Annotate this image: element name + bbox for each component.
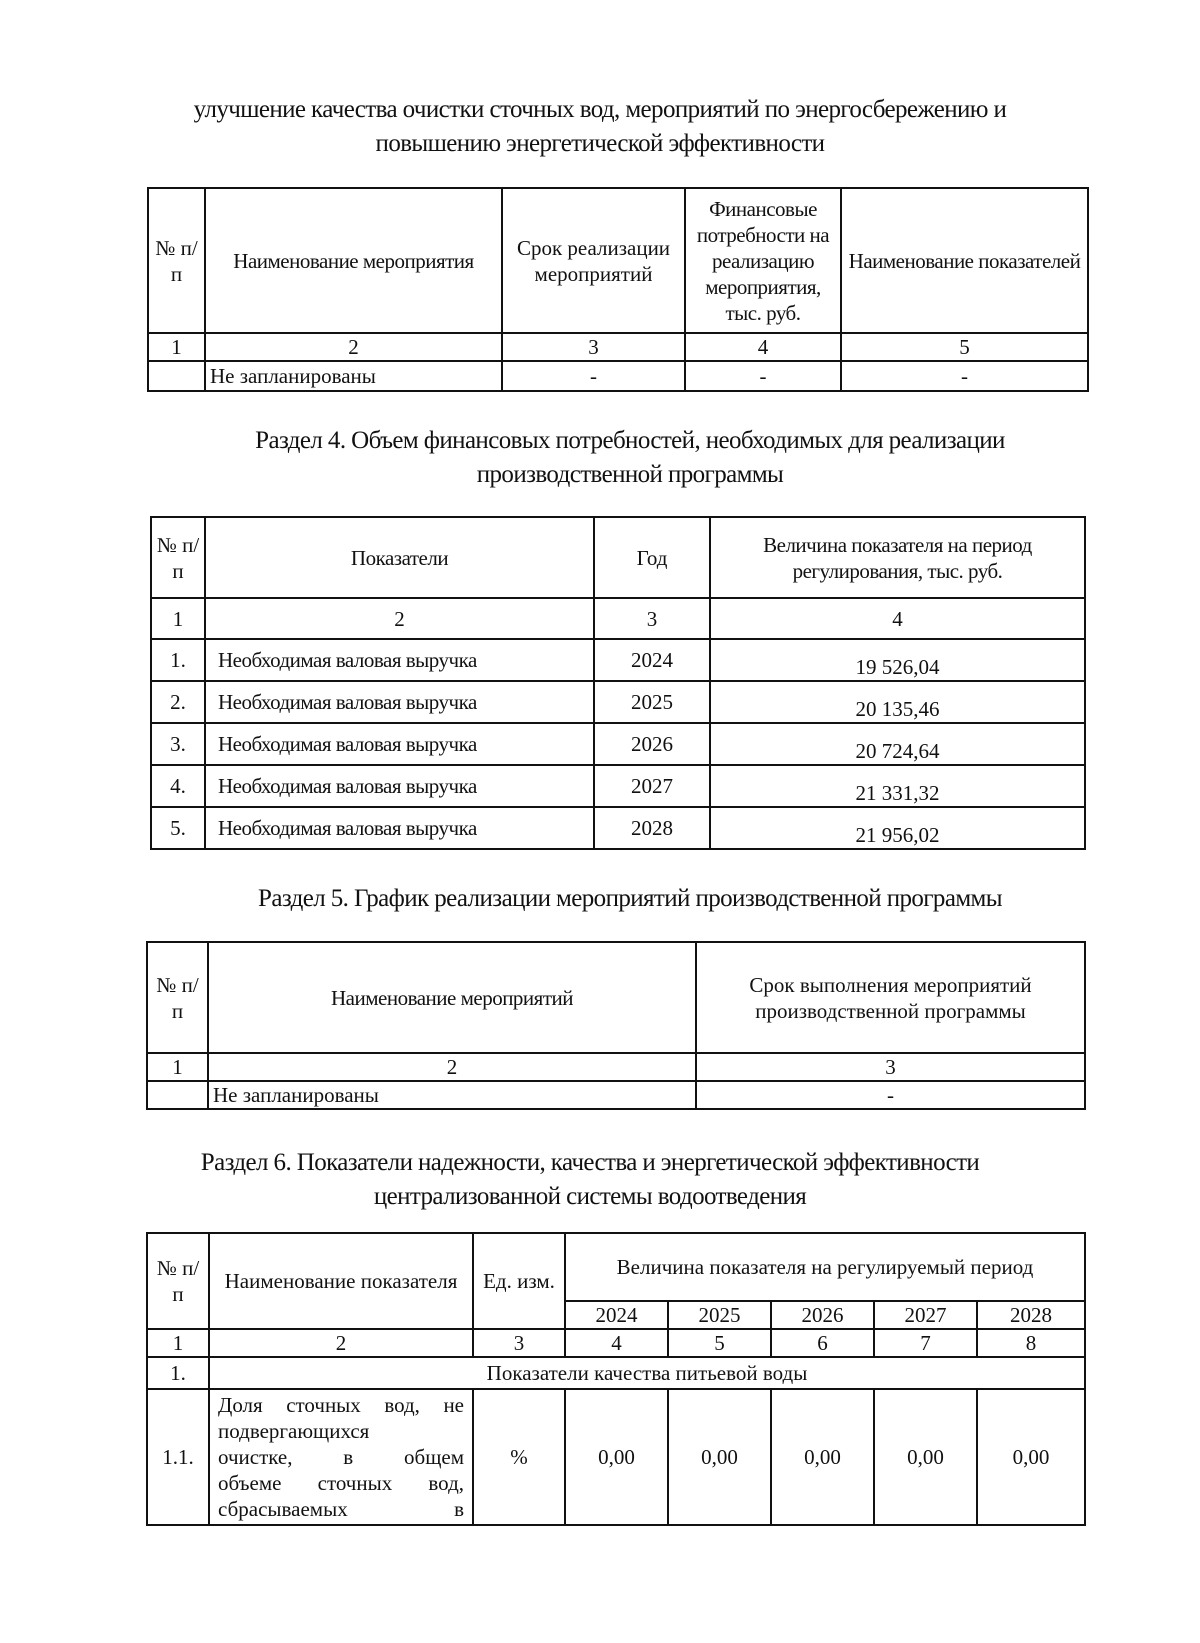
section6-heading (0, 1146, 1190, 1214)
header-deadline: Срок выполнения мероприятий производственной программы (696, 942, 1085, 1053)
row-num (148, 361, 205, 391)
table-row-value: 0,00 (668, 1389, 771, 1525)
section6-heading-line2: централизованной системы водоотведения (373, 1183, 807, 1210)
header-event-name: Наименование мероприятия (205, 188, 502, 333)
section6-heading-line1: Раздел 6. Показатели надежности, качества и энергетической эффективности (200, 1149, 980, 1176)
group-title: Показатели качества питьевой воды (209, 1357, 1085, 1389)
name-line: подвергающихся (218, 1419, 370, 1443)
column-number: 1 (148, 333, 205, 361)
header-year: 2028 (977, 1301, 1085, 1329)
header-year: 2027 (874, 1301, 977, 1329)
header-term: Срок реализации мероприятий (502, 188, 685, 333)
column-number: 5 (668, 1329, 771, 1357)
name-line: объеме сточных вод, (218, 1471, 464, 1495)
column-number: 3 (696, 1053, 1085, 1081)
section5-heading-line: Раздел 5. График реализации мероприятий производственной программы (258, 885, 1002, 912)
column-number: 2 (208, 1053, 696, 1081)
header-year: 2024 (565, 1301, 668, 1329)
table-row-year: 2025 (594, 681, 710, 723)
table-row-year: 2027 (594, 765, 710, 807)
column-number: 7 (874, 1329, 977, 1357)
table-row-value: 0,00 (977, 1389, 1085, 1525)
column-number: 4 (685, 333, 841, 361)
table-row-name: Необходимая валовая выручка (205, 807, 594, 849)
row-indicators: - (841, 361, 1088, 391)
table-row-value: 19 526,04 (710, 639, 1085, 681)
row-term: - (502, 361, 685, 391)
header-year: Год (594, 517, 710, 598)
header-events: Наименование мероприятий (208, 942, 696, 1053)
table-row-value: 21 956,02 (710, 807, 1085, 849)
table-row-value: 0,00 (874, 1389, 977, 1525)
table-row-num: 5. (151, 807, 205, 849)
group-num: 1. (147, 1357, 209, 1389)
table-row-year: 2028 (594, 807, 710, 849)
column-number: 3 (594, 598, 710, 639)
table-row-name: Необходимая валовая выручка (205, 765, 594, 807)
table-row-value: 0,00 (771, 1389, 874, 1525)
header-period-value: Величина показателя на регулируемый период (565, 1233, 1085, 1301)
row-events: Не запланированы (208, 1081, 696, 1109)
name-line: Доля сточных вод, не (218, 1393, 464, 1417)
header-value: Величина показателя на период регулирования, тыс. руб. (710, 517, 1085, 598)
column-number: 2 (205, 333, 502, 361)
column-number: 1 (151, 598, 205, 639)
section6-table (146, 1232, 1086, 1526)
table-row-year: 2024 (594, 639, 710, 681)
header-year: 2025 (668, 1301, 771, 1329)
name-line: сбрасываемых в (218, 1497, 464, 1521)
column-number: 8 (977, 1329, 1085, 1357)
section4-heading-line1: Раздел 4. Объем финансовых потребностей, необходимых для реализации (255, 427, 1005, 454)
row-deadline: - (696, 1081, 1085, 1109)
section3-heading-line1: улучшение качества очистки сточных вод, мероприятий по энергосбережению и (193, 96, 1007, 123)
column-number: 3 (502, 333, 685, 361)
header-num: № п/п (147, 1233, 209, 1329)
table-row-name (209, 1389, 473, 1525)
section3-heading (0, 93, 1200, 161)
header-unit: Ед. изм. (473, 1233, 565, 1329)
header-num: № п/п (148, 188, 205, 333)
table-row-value: 0,00 (565, 1389, 668, 1525)
column-number: 2 (209, 1329, 473, 1357)
table-row-num: 2. (151, 681, 205, 723)
section3-table (147, 187, 1089, 392)
table-row-value: 21 331,32 (710, 765, 1085, 807)
name-line: очистке, в общем (218, 1445, 464, 1469)
section4-heading-line2: производственной программы (476, 461, 784, 488)
header-financial-needs: Финансовые потребности на реализацию мероприятия, тыс. руб. (685, 188, 841, 333)
header-num: № п/п (147, 942, 208, 1053)
header-indicators: Показатели (205, 517, 594, 598)
table-row-name: Необходимая валовая выручка (205, 639, 594, 681)
column-number: 4 (710, 598, 1085, 639)
table-row-year: 2026 (594, 723, 710, 765)
column-number: 2 (205, 598, 594, 639)
section3-heading-line2: повышению энергетической эффективности (375, 130, 825, 157)
row-event-name: Не запланированы (205, 361, 502, 391)
section4-table (150, 516, 1086, 850)
table-row-num: 3. (151, 723, 205, 765)
column-number: 6 (771, 1329, 874, 1357)
section5-heading (30, 882, 1200, 916)
table-row-num: 4. (151, 765, 205, 807)
header-indicator-name: Наименование показателя (209, 1233, 473, 1329)
table-row-num: 1.1. (147, 1389, 209, 1525)
table-row-num: 1. (151, 639, 205, 681)
column-number: 1 (147, 1329, 209, 1357)
header-indicators: Наименование показателей (841, 188, 1088, 333)
table-row-value: 20 135,46 (710, 681, 1085, 723)
section5-table (146, 941, 1086, 1110)
table-row-unit: % (473, 1389, 565, 1525)
header-num: № п/п (151, 517, 205, 598)
column-number: 5 (841, 333, 1088, 361)
row-num (147, 1081, 208, 1109)
header-year: 2026 (771, 1301, 874, 1329)
column-number: 1 (147, 1053, 208, 1081)
column-number: 4 (565, 1329, 668, 1357)
table-row-name: Необходимая валовая выручка (205, 681, 594, 723)
table-row-value: 20 724,64 (710, 723, 1085, 765)
section4-heading (30, 424, 1200, 492)
row-financial-needs: - (685, 361, 841, 391)
table-row-name: Необходимая валовая выручка (205, 723, 594, 765)
column-number: 3 (473, 1329, 565, 1357)
